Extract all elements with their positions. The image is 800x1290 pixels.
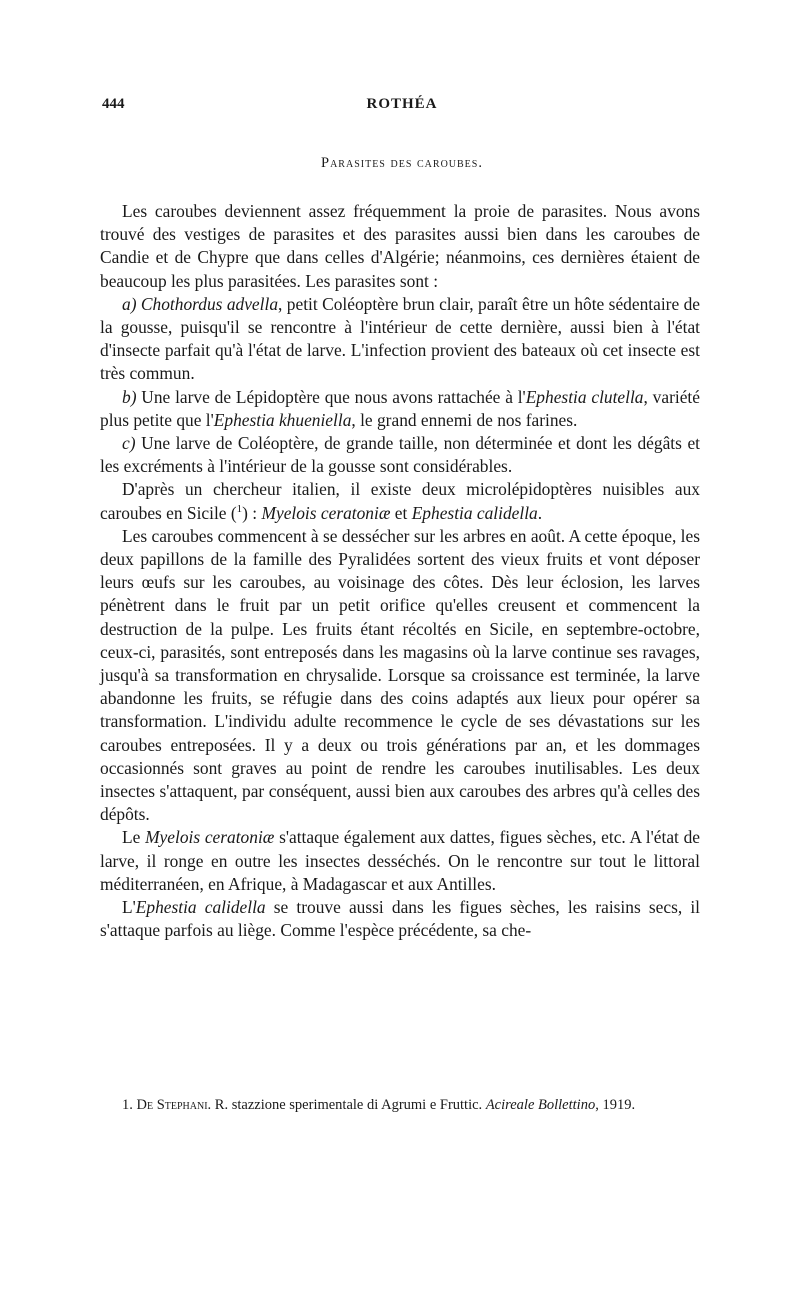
- footnote-journal: Acireale Bollettino: [485, 1097, 596, 1113]
- footnote-year: , 1919.: [595, 1097, 636, 1113]
- text-run: ) :: [242, 502, 262, 523]
- text-run: L': [122, 897, 136, 918]
- paragraph-item-c: [100, 432, 700, 478]
- paragraph-italian-researcher: [100, 478, 700, 524]
- text-run: , variété plus petite que l': [100, 386, 700, 430]
- paragraph-item-a: [100, 293, 700, 386]
- species-name: Ephestia calidella: [135, 897, 266, 918]
- text-run: se trouve aussi dans les figues sèches, les raisins secs, il s'attaque parfois au liège. Comme l'espèce précédente, sa che-: [100, 897, 700, 941]
- running-title: ROTHÉA: [366, 96, 438, 112]
- body-text: [100, 200, 700, 943]
- text-run: Le: [122, 827, 146, 848]
- item-label: a): [122, 293, 137, 314]
- paragraph-item-b: [100, 386, 700, 432]
- species-name: Ephestia khueniella: [213, 409, 352, 430]
- footnote: [100, 1095, 700, 1115]
- species-name: Chothordus advella: [140, 293, 279, 314]
- footnote-number: 1.: [122, 1097, 133, 1113]
- footnote-text: . R. stazzione sperimentale di Agrumi e Fruttic.: [207, 1097, 486, 1113]
- running-header: [102, 96, 702, 118]
- species-name: Myelois ceratoniæ: [261, 502, 391, 523]
- text-run: , le grand ennemi de nos farines.: [351, 409, 578, 430]
- section-title: [102, 155, 702, 172]
- species-name: Myelois ceratoniæ: [145, 827, 275, 848]
- paragraph-ephestia: [100, 896, 700, 942]
- text-run: Une larve de Lépidoptère que nous avons rattachée à l': [136, 386, 526, 407]
- paragraph-myelois: [100, 826, 700, 896]
- text-run: Une larve de Coléoptère, de grande taille, non déterminée et dont les dégâts et les excréments à l'intérieur de la gousse sont considérables.: [100, 433, 700, 477]
- page-number: 444: [102, 96, 125, 112]
- paragraph-life-cycle: Les caroubes commencent à se dessécher sur les arbres en août. A cette époque, les deux papillons de la famille des Pyralidées sortent des vieux fruits et vont déposer leurs œufs sur les caroubes, au voisinage des côtes. Dès leur éclosion, les larves pénètrent dans le fruit par un petit orifice qu'elles creusent et commencent la destruction de la pulpe. Les fruits étant récoltés en Sicile, en septembre-octobre, ceux-ci, parasités, sont entreposés dans les magasins où la larve continue ses ravages, jusqu'à sa transformation en chrysalide. Lorsque sa croissance est terminée, la larve abandonne les fruits, se réfugie dans des coins adaptés aux lieux pour opérer sa transformation. L'individu adulte recommence le cycle de ses dévastations sur les caroubes entreposées. Il y a deux ou trois générations par an, et les dommages occasionnés sont graves au point de rendre les caroubes inutilisables. Les deux insectes s'attaquent, par conséquent, aussi bien aux caroubes des arbres qu'à celles des dépôts.: [100, 525, 700, 825]
- species-name: Ephestia clutella: [525, 386, 644, 407]
- species-name: Ephestia calidella: [411, 502, 538, 523]
- paragraph-intro: Les caroubes deviennent assez fréquemment la proie de parasites. Nous avons trouvé des vestiges de parasites et des parasites aussi bien dans les caroubes de Candie et de Chypre que dans celles d'Algérie; néanmoins, ces dernières étaient de beaucoup les plus parasitées. Les parasites sont :: [100, 201, 700, 291]
- section-title-text: Parasites des caroubes.: [321, 155, 483, 171]
- footnote-ref: 1: [236, 502, 243, 515]
- text-run: s'attaque également aux dattes, figues sèches, etc. A l'état de larve, il ronge en outre les insectes desséchés. On le rencontre sur tout le littoral méditerranéen, en Afrique, à Madagascar et aux Antilles.: [100, 827, 700, 894]
- item-label: b): [122, 386, 137, 407]
- text-run: D'après un chercheur italien, il existe deux microlépidoptères nuisibles aux caroubes en Sicile (: [100, 479, 700, 523]
- text-run: et: [390, 502, 412, 523]
- footnote-author: De Stephani: [136, 1097, 208, 1113]
- item-label: c): [122, 433, 136, 454]
- text-run: , petit Coléoptère brun clair, paraît être un hôte sédentaire de la gousse, puisqu'il se rencontre à l'intérieur de cette dernière, aussi bien à l'état d'insecte parfait qu'à l'état de larve. L'infection provient des bateaux où cet insecte est très commun.: [100, 293, 700, 384]
- text-run: .: [537, 502, 543, 523]
